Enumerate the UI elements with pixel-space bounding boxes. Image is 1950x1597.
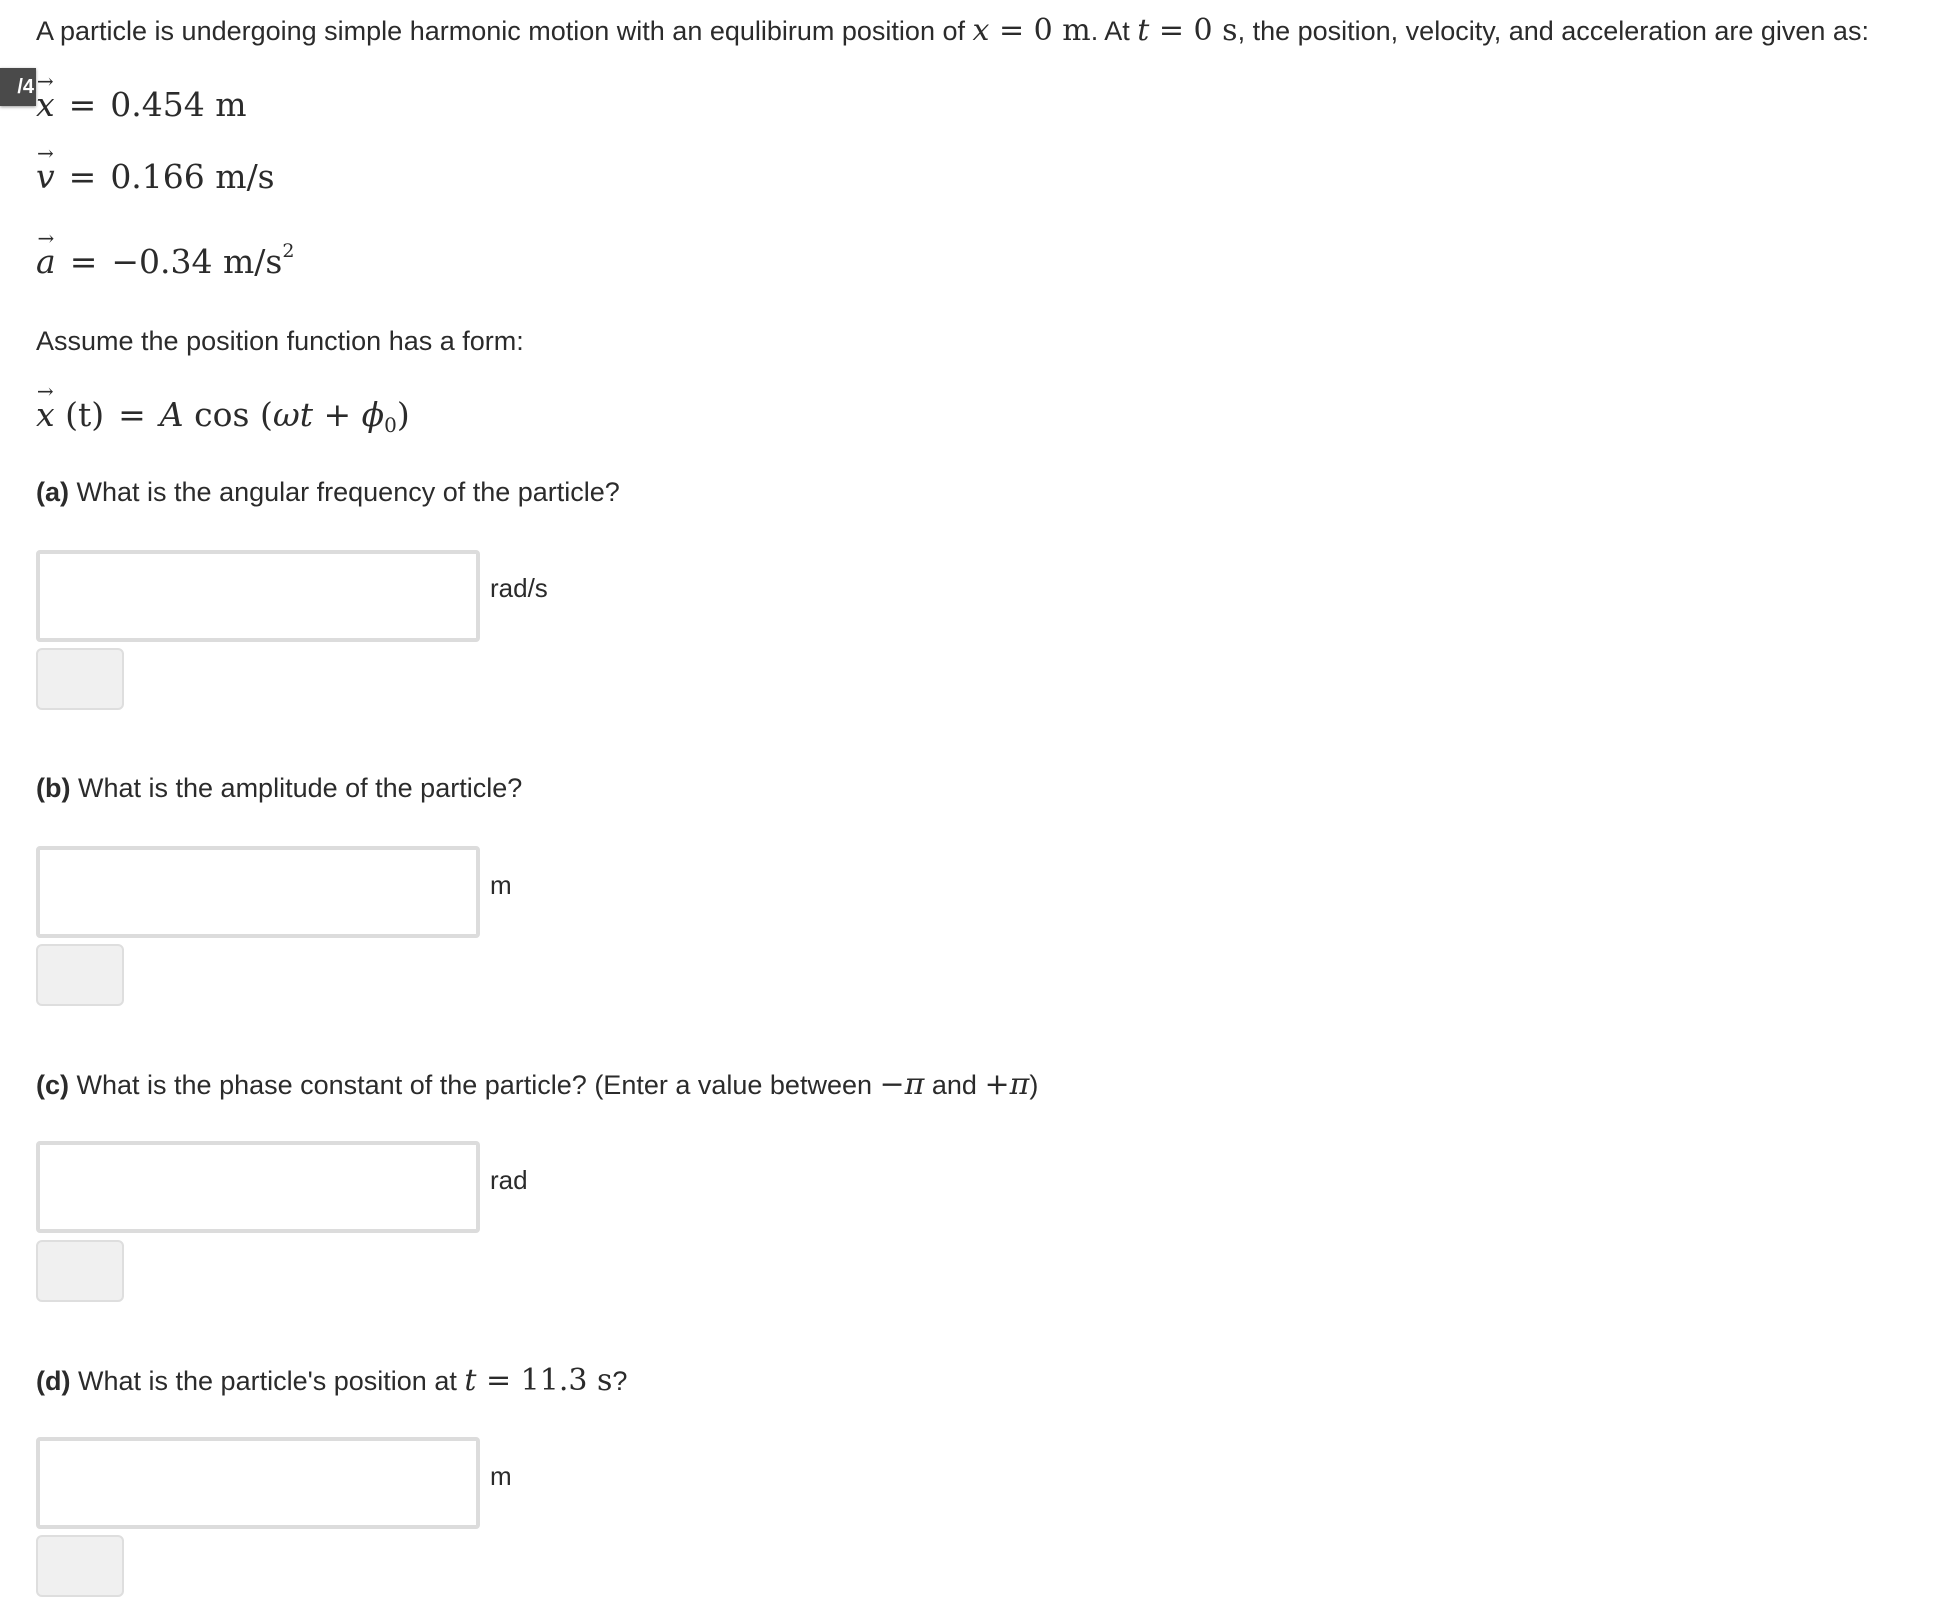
unit-label-c: rad — [490, 1165, 528, 1195]
answer-input-b[interactable] — [36, 846, 480, 938]
given-velocity: → v = 0.166 m/s — [36, 160, 275, 193]
unit-label-b: m — [490, 870, 512, 900]
answer-input-a[interactable] — [36, 550, 480, 642]
question-d: (d) What is the particle's position at t = 11.3 s? — [36, 1363, 628, 1398]
time-expression-d: t = 11.3 s — [464, 1363, 613, 1398]
intro-suffix: , the position, velocity, and acceleration are given as: — [1237, 16, 1869, 46]
given-acceleration: → a = −0.34 $m/s^2$ — [36, 245, 294, 278]
given-position: → x = 0.454 m — [36, 88, 247, 121]
unit-label-d: m — [490, 1461, 512, 1491]
answer-input-c[interactable] — [36, 1141, 480, 1233]
check-button-a[interactable] — [36, 648, 124, 710]
check-button-d[interactable] — [36, 1535, 124, 1597]
question-c: (c) What is the phase constant of the particle? (Enter a value between −π and +π) — [36, 1067, 1039, 1102]
intro-prefix: A particle is undergoing simple harmonic motion with an equlibirum position of — [36, 16, 965, 46]
question-b: (b) What is the amplitude of the particle? — [36, 773, 523, 803]
time-expression: t = 0 s — [1137, 13, 1238, 48]
intro-mid: . At — [1090, 16, 1130, 46]
assume-text: Assume the position function has a form: — [36, 326, 524, 356]
position-formula: → x (t) = A $\cos (\omega t + \phi_0)$ — [36, 398, 410, 431]
page-indicator[interactable]: /4 — [0, 68, 36, 106]
unit-label-a: rad/s — [490, 573, 548, 603]
equilibrium-expression: x = 0 m — [972, 13, 1091, 48]
check-button-b[interactable] — [36, 944, 124, 1006]
problem-intro — [36, 13, 1869, 48]
question-a: (a) What is the angular frequency of the particle? — [36, 477, 620, 507]
check-button-c[interactable] — [36, 1240, 124, 1302]
answer-input-d[interactable] — [36, 1437, 480, 1529]
